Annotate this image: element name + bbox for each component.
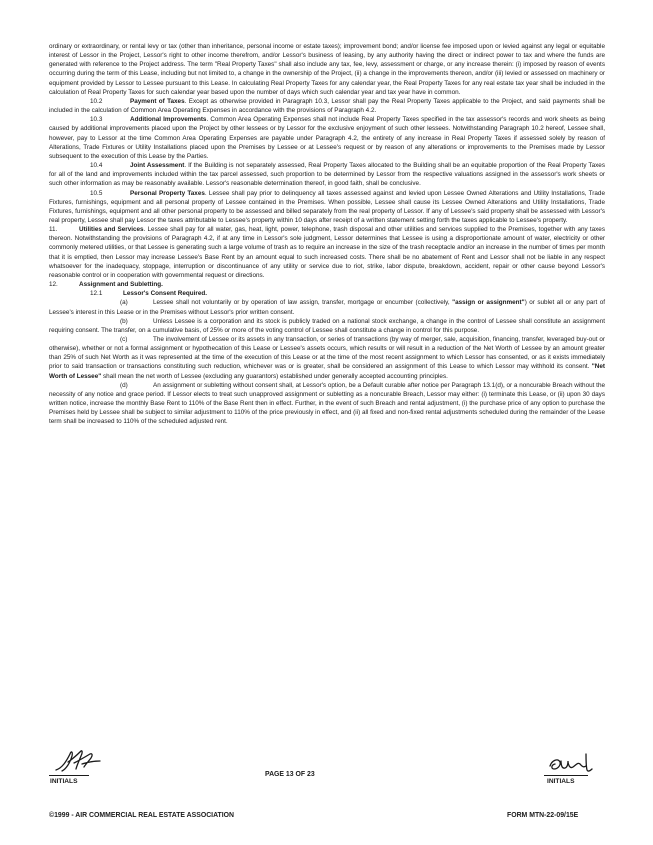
paragraph-10-5: 10.5 Personal Property Taxes. Lessee shall pay prior to delinquency all taxes assessed against and levied upon Lessee Owned Alterations and Utility Installations, Trade Fixtures, furnishings, equipment and all personal property of Lessee contained in the Premises. When possible, Lessee shall cause its Lessee Owned Alterations and Utility Installations, Trade Fixtures, furnishings, equipment and all other personal property to be assessed and billed separately from the real property of Lessor. If any of Lessee's said property shall be assessed with Lessor's real property, Lessee shall pay Lessor the taxes attributable to Lessee's property within 10 days after receipt of a written statement setting forth the taxes applicable to Lessee's property.	[49, 189, 605, 224]
paragraph-heading: Payment of Taxes	[130, 97, 185, 105]
paragraph-heading: Assignment and Subletting	[79, 281, 162, 289]
paragraph-10-2: 10.2 Payment of Taxes. Except as otherwise provided in Paragraph 10.3, Lessor shall pay the Real Property Taxes applicable to the Project, and said payments shall be included in the calculation of Common Area Operating Expenses in accordance with the provisions of Paragraph 4.2.	[49, 97, 605, 115]
paragraph-11: 11. Utilities and Services. Lessee shall pay for all water, gas, heat, light, power, telephone, trash disposal and other utilities and services supplied to the Premises, together with any taxes thereon. Notwithstanding the provisions of Paragraph 4.2, if at any time in Lessor's sole judgment, Lessor determines that Lessee is using a disproportionate amount of water, electricity or other commonly metered utilities, or that Lessee is generating such a large volume of trash as to require an increase in the size of the trash receptacle and/or an increase in the number of times per month that it is emptied, then Lessor may increase Lessee's Base Rent by an amount equal to such increased costs. There shall be no abatement of Rent and Lessor shall not be liable in any respect whatsoever for the inadequacy, stoppage, interruption or discontinuance of any utility or service due to riot, strike, labor dispute, breakdown, accident, repair or other cause beyond Lessor's reasonable control or in cooperation with governmental request or directions.	[49, 226, 605, 279]
page-number: PAGE 13 OF 23	[265, 771, 315, 778]
lessor-initials-signature	[546, 752, 594, 774]
paragraph-heading: Additional Improvements	[130, 116, 207, 124]
defined-term: "assign or assignment"	[452, 299, 525, 307]
subparagraph-label: (b)	[120, 317, 128, 325]
paragraph-text: Lessee shall pay for all water, gas, heat, light, power, telephone, trash disposal and other utilities and services supplied to the Premises, together with any taxes thereon. Notwithstanding the provisions of Paragraph 4.2, if at any time in Lessor's sole judgment, Lessor determines that Lessee is using a disproportionate amount of water, electricity or other commonly metered utilities, or that Lessee is generating such a large volume of trash as to require an increase in the size of the trash receptacle and/or an increase in the number of times per month that it is emptied, then Lessor may increase Lessee's Base Rent by an amount equal to such increased costs. There shall be no abatement of Rent and Lessor shall not be liable in any respect whatsoever for the inadequacy, stoppage, interruption or discontinuance of any utility or service due to riot, strike, labor dispute, breakdown, accident, repair or other cause beyond Lessor's reasonable control or in cooperation with governmental request or directions.	[49, 226, 605, 279]
right-initials-label: INITIALS	[547, 778, 575, 785]
copyright-notice: ©1999 - AIR COMMERCIAL REAL ESTATE ASSOCIATION	[49, 812, 235, 819]
paragraph-text: Lessee shall not voluntarily or by operation of law assign, transfer, mortgage or encumber (collectively,	[153, 299, 453, 307]
paragraph-10-4: 10.4 Joint Assessment. If the Building is not separately assessed, Real Property Taxes allocated to the Building shall be an equitable proportion of the Real Property Taxes for all of the land and improvements included within the tax parcel assessed, such proportion to be determined by Lessor from the respective valuations assigned in the assessor's work sheets or such other information as may be reasonably available. Lessor's reasonable determination thereof, in good faith, shall be conclusive.	[49, 162, 606, 188]
paragraph-text: Lessee shall pay prior to delinquency all taxes assessed against and levied upon Lessee Owned Alterations and Utility Installations, Trade Fixtures, furnishings, equipment and all personal property of Lessee contained in the Premises. When possible, Lessee shall cause its Lessee Owned Alterations and Utility Installations, Trade Fixtures, furnishings, equipment and all other personal property to be assessed and billed separately from the real property of Lessor. If any of Lessee's said property shall be assessed with Lessor's real property, Lessee shall pay Lessor the taxes attributable to Lessee's property within 10 days after receipt of a written statement setting forth the taxes applicable to Lessee's property.	[49, 189, 605, 224]
paragraph-text: The involvement of Lessee or its assets in any transaction, or series of transactions (by way of merger, sale, acquisition, financing, transfer, leveraged buy-out or otherwise), whether or not a formal assignment or hypothecation of this Lease or Lessee's assets occurs, which results or will result in a reduction of the Net Worth of Lessee by an amount greater than 25% of such Net Worth as it was represented at the time of the execution of this Lease or at the time of the most recent assignment to which Lessor has consented, or as it exists immediately prior to said transaction or transactions constituting such reduction, whichever was or is greater, shall be considered an assignment of this Lease to which Lessor may withhold its consent.	[49, 336, 605, 371]
lessee-initials-signature	[52, 748, 104, 774]
lease-body-text	[49, 42, 605, 427]
paragraph-number: 10.5	[90, 189, 103, 197]
paragraph-12: 12. Assignment and Subletting.	[49, 281, 163, 289]
paragraph-number: 12.	[49, 281, 58, 289]
paragraph-heading: Personal Property Taxes	[130, 189, 205, 197]
subparagraph-label: (a)	[120, 299, 128, 307]
paragraph-text: Unless Lessee is a corporation and its stock is publicly traded on a national stock exchange, a change in the control of Lessee shall constitute an assignment requiring consent. The transfer, on a cumulative basis, of 25% or more of the voting control of Lessee shall constitute a change in control for this purpose.	[49, 317, 605, 334]
paragraph-text: shall mean the net worth of Lessee (excluding any guarantors) established under generally accepted accounting principles.	[101, 372, 448, 380]
paragraph-text: If the Building is not separately assessed, Real Property Taxes allocated to the Building shall be an equitable proportion of the Real Property Taxes for all of the land and improvements included within the tax parcel assessed, such proportion to be determined by Lessor from the respective valuations assigned in the assessor's work sheets or such other information as may be reasonably available. Lessor's reasonable determination thereof, in good faith, shall be conclusive.	[49, 162, 606, 188]
subparagraph-label: (d)	[120, 381, 128, 389]
paragraph-number: 12.1	[90, 290, 103, 298]
left-initials-line	[49, 775, 89, 776]
paragraph-number: 10.2	[90, 97, 103, 105]
paragraph-number: 10.3	[90, 116, 103, 124]
left-initials-label: INITIALS	[50, 778, 78, 785]
right-initials-line	[544, 775, 588, 776]
paragraph-number: 10.4	[90, 162, 103, 170]
defined-term: "Net Worth of Lessee"	[49, 363, 605, 380]
real-property-taxes-continued-paragraph: ordinary or extraordinary, or rental levy or tax (other than inheritance, personal income or estate taxes); improvement bond; and/or license fee imposed upon or levied against any legal or equitable interest of Lessor in the Project, Lessor's right to other income therefrom, and/or Lessor's business of leasing, by any authority having the direct or indirect power to tax and where the funds are generated with reference to the Project address. The term "Real Property Taxes" shall also include any tax, fee, levy, assessment or charge, or any increase therein: (i) imposed by reason of events occurring during the term of this Lease, including but not limited to, a change in the ownership of the Project, (ii) a change in the improvements thereon, and/or (iii) levied or assessed on machinery or equipment provided by Lessor to Lessee pursuant to this Lease. In calculating Real Property Taxes for any calendar year, the Real Property Taxes for any real estate tax year shall be included in the calculation of Real Property Taxes for such calendar year based upon the number of days which such calendar year and tax year have in common.	[49, 43, 605, 96]
paragraph-number: 11.	[49, 226, 58, 234]
paragraph-heading: Joint Assessment	[130, 162, 185, 170]
subparagraph-label: (c)	[120, 336, 128, 343]
paragraph-12-1-d	[49, 381, 605, 427]
paragraph-text: An assignment or subletting without consent shall, at Lessor's option, be a Default curable after notice per Paragraph 13.1(d), or a noncurable Breach without the necessity of any notice and grace period. If Lessor elects to treat such unapproved assignment or subletting as a noncurable Breach, Lessor may either: (i) terminate this Lease, or (ii) upon 30 days written notice, increase the monthly Base Rent to 110% of the Base Rent then in effect. Further, in the event of such Breach and rental adjustment, (i) the purchase price of any option to purchase the Premises held by Lessee shall be subject to similar adjustment to 110% of the price previously in effect, and (ii) all fixed and non-fixed rental adjustments scheduled during the remainder of the Lease term shall be increased to 110% of the scheduled adjusted rent.	[49, 381, 605, 426]
paragraph-12-1-c	[49, 335, 605, 381]
paragraph-10-3: 10.3 Additional Improvements. Common Area Operating Expenses shall not include Real Property Taxes specified in the tax assessor's records and work sheets as being caused by additional improvements placed upon the Project by other lessees or by Lessor for the exclusive enjoyment of such other lessees. Notwithstanding Paragraph 10.2 hereof, Lessee shall, however, pay to Lessor at the time Common Area Operating Expenses are payable under Paragraph 4.2, the entirety of any increase in Real Property Taxes if assessed solely by reason of Alterations, Trade Fixtures or Utility Installations placed upon the Premises by Lessee or at Lessee's request or by reason of any alterations or improvements to the Premises made by Lessor subsequent to the execution of this Lease by the Parties.	[49, 116, 606, 160]
paragraph-12-1-a	[49, 298, 605, 316]
paragraph-12-1-b	[49, 317, 605, 335]
paragraph-heading: Utilities and Services	[79, 226, 144, 234]
paragraph-text: Common Area Operating Expenses shall not include Real Property Taxes specified in the tax assessor's records and work sheets as being caused by additional improvements placed upon the Project by other lessees or by Lessor for the exclusive enjoyment of such other lessees. Notwithstanding Paragraph 10.2 hereof, Lessee shall, however, pay to Lessor at the time Common Area Operating Expenses are payable under Paragraph 4.2, the entirety of any increase in Real Property Taxes if assessed solely by reason of Alterations, Trade Fixtures or Utility Installations placed upon the Premises by Lessee or at Lessee's request or by reason of any alterations or improvements to the Premises made by Lessor subsequent to the execution of this Lease by the Parties.	[49, 116, 606, 160]
paragraph-heading: Lessor's Consent Required	[123, 290, 206, 298]
paragraph-text: ) or sublet all or any part of Lessee's interest in this Lease or in the Premises without Lessor's prior written consent.	[49, 299, 605, 316]
form-number: FORM MTN-22-09/15E	[507, 812, 579, 819]
paragraph-text: Except as otherwise provided in Paragraph 10.3, Lessor shall pay the Real Property Taxes applicable to the Project, and said payments shall be included in the calculation of Common Area Operating Expenses in accordance with the provisions of Paragraph 4.2.	[49, 97, 605, 115]
paragraph-12-1: 12.1 Lessor's Consent Required.	[90, 290, 207, 298]
